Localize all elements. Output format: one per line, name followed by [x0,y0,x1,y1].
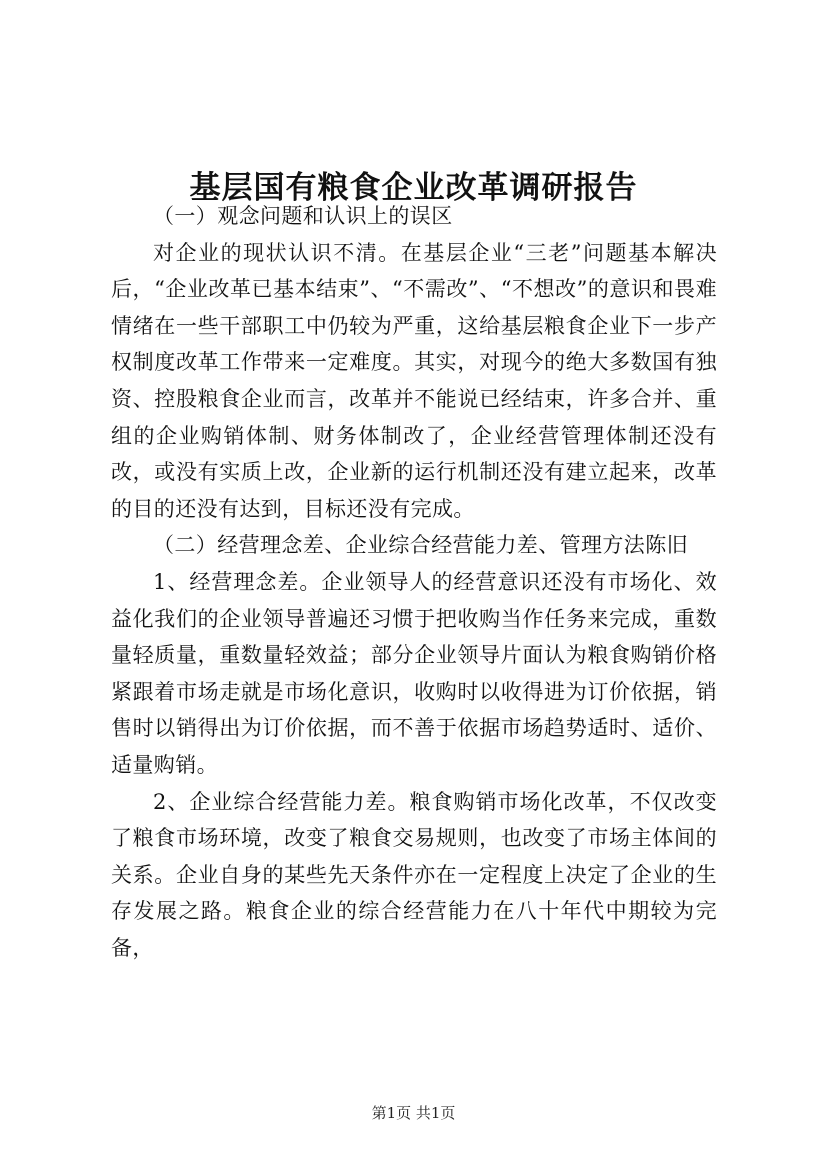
paragraph-1: 对企业的现状认识不清。在基层企业“三老”问题基本解决后，“企业改革已基本结束”、“不需改”、“不想改”的意识和畏难情绪在一些干部职工中仍较为严重，这给基层粮食企业下一步产权制度改革工作带来一定难度。其实，对现今的绝大多数国有独资、控股粮食企业而言，改革并不能说已经结束，许多合并、重组的企业购销体制、财务体制改了，企业经营管理体制还没有改，或没有实质上改，企业新的运行机制还没有建立起来，改革的目的还没有达到，目标还没有完成。 [111,240,717,521]
page-footer: 第1页 共1页 [371,1104,456,1122]
document-title: 基层国有粮食企业改革调研报告 [189,169,638,206]
paragraph-2: 1、经营理念差。企业领导人的经营意识还没有市场化、效益化我们的企业领导普遍还习惯于把收购当作任务来完成，重数量轻质量，重数量轻效益；部分企业领导片面认为粮食购销价格紧跟着市场走就是市场化意识，收购时以收得进为订价依据，销售时以销得出为订价依据，而不善于依据市场趋势适时、适价、适量购销。 [111,569,717,777]
document-body [111,198,717,966]
section-heading-1: （一）观念问题和认识上的误区 [153,204,453,228]
section-heading-2: （二）经营理念差、企业综合经营能力差、管理方法陈旧 [153,533,688,558]
paragraph-3: 2、企业综合经营能力差。粮食购销市场化改革，不仅改变了粮食市场环境，改变了粮食交易规则，也改变了市场主体间的关系。企业自身的某些先天条件亦在一定程度上决定了企业的生存发展之路。粮食企业的综合经营能力在八十年代中期较为完备， [111,789,717,960]
